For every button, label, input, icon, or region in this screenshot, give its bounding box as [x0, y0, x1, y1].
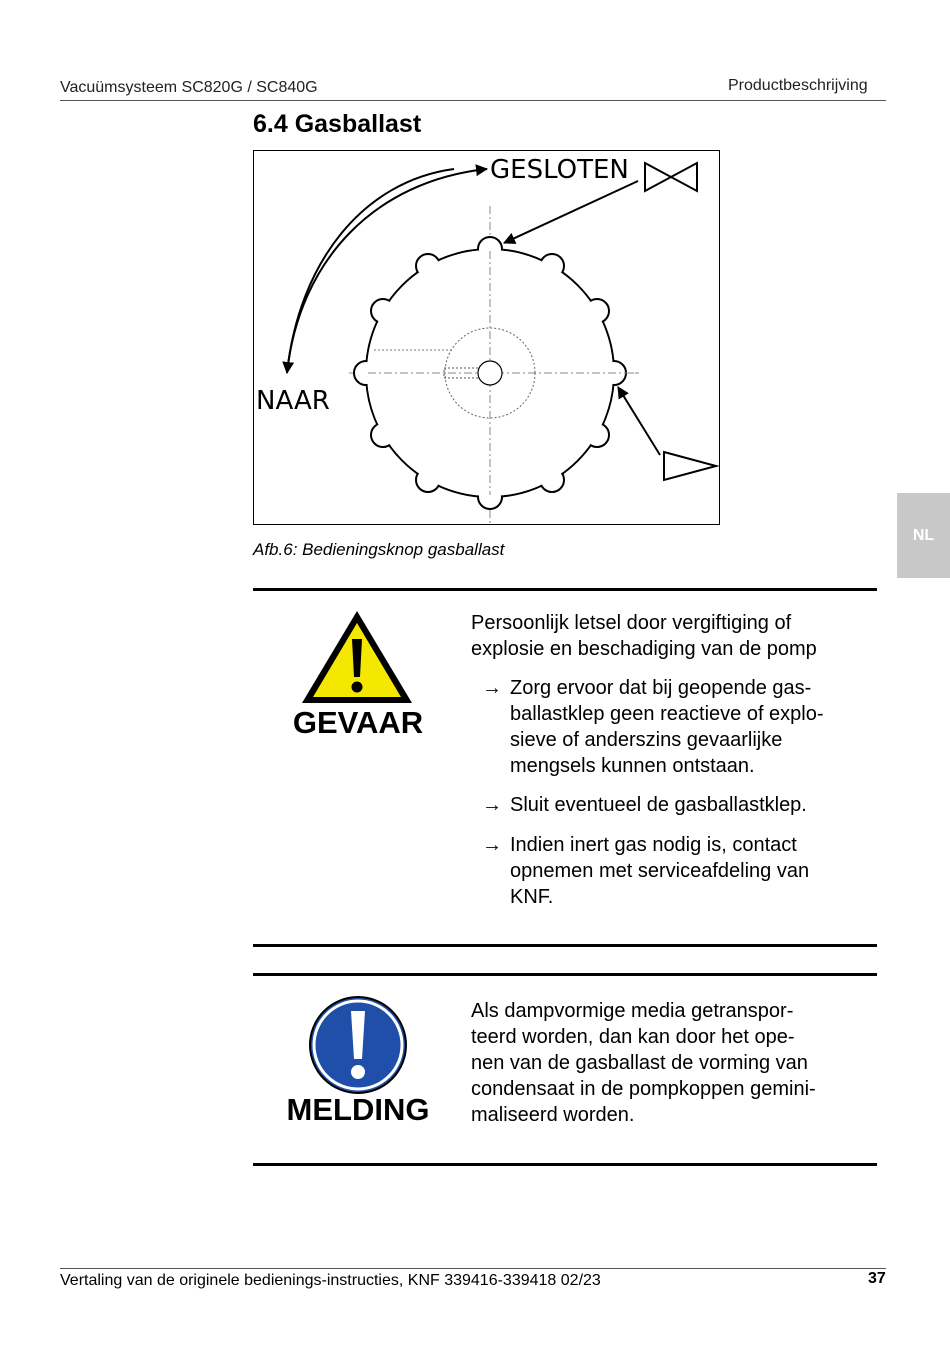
language-tab-nl: NL — [897, 493, 950, 578]
closed-valve-icon — [645, 163, 697, 191]
label-closed: GESLOTEN — [490, 155, 629, 185]
page-number: 37 — [868, 1270, 886, 1287]
header-document-title: Vacuümsysteem SC820G / SC840G — [60, 79, 318, 96]
open-valve-icon — [664, 452, 716, 480]
notice-text: Als dampvormige media getranspor- teerd worden, dan kan door het ope- nen van de gasballast de vorming van condensaat in de pompkoppen gemini- maliseerd worden. — [471, 1000, 816, 1126]
header-chapter-title: Productbeschrijving — [728, 77, 868, 94]
pointer-arrow-open — [618, 387, 660, 455]
danger-bottom-rule — [253, 944, 877, 947]
knob-diagram — [254, 151, 719, 524]
section-title: 6.4 Gasballast — [253, 110, 422, 138]
notice-exclamation-icon — [308, 995, 408, 1100]
footer-text: Vertaling van de originele bedienings-instructies, KNF 339416-339418 02/23 — [60, 1272, 601, 1289]
danger-bullet-2: Sluit eventueel de gasballastklep. — [510, 794, 807, 816]
bullet-arrow-icon: → — [482, 834, 502, 856]
danger-bullet-1: Zorg ervoor dat bij geopende gas- ballastklep geen reactieve of explo- sieve of anderszins gevaarlijke mengsels kunnen ontstaan. — [510, 677, 824, 777]
footer-rule — [60, 1268, 886, 1269]
center-hole — [478, 361, 502, 385]
header-rule — [60, 100, 886, 101]
danger-heading-line-1: Persoonlijk letsel door vergiftiging of — [471, 612, 792, 634]
gas-ballast-knob-figure — [253, 150, 720, 525]
danger-bullet-3: Indien inert gas nodig is, contact opnemen met serviceafdeling van KNF. — [510, 834, 810, 908]
label-open: NAAR — [256, 386, 330, 416]
bullet-arrow-icon: → — [482, 677, 502, 699]
notice-bottom-rule — [253, 1163, 877, 1166]
pointer-arrow-closed — [504, 181, 638, 243]
bullet-arrow-icon: → — [482, 794, 502, 816]
notice-signal-word: MELDING — [286, 1092, 430, 1127]
figure-caption: Afb.6: Bedieningsknop gasballast — [253, 540, 505, 559]
danger-top-rule — [253, 588, 877, 591]
notice-top-rule — [253, 973, 877, 976]
danger-warning-icon — [300, 607, 415, 712]
danger-heading-line-2: explosie en beschadiging van de pomp — [471, 638, 817, 660]
danger-signal-word: GEVAAR — [292, 705, 424, 740]
